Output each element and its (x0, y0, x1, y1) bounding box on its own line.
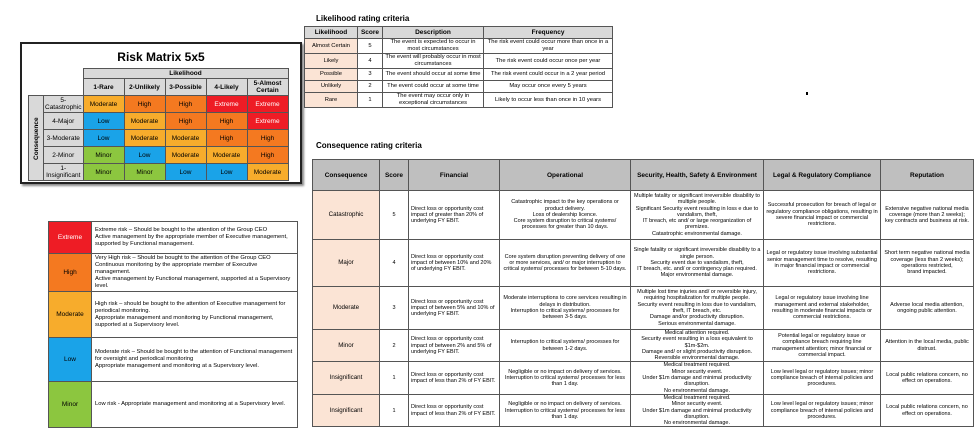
likelihood-score: 1 (358, 93, 383, 108)
legend-description: Low risk - Appropriate management and monitoring at a Supervisory level. (92, 382, 298, 428)
matrix-row (29, 130, 289, 147)
likelihood-name: Almost Certain (305, 39, 358, 54)
matrix-header-row (29, 69, 289, 79)
likelihood-axis-label: Likelihood (83, 69, 288, 79)
legend-row (49, 222, 298, 254)
likelihood-frequency: The risk event could occur more than once in a year (484, 39, 613, 54)
legend-row (49, 382, 298, 428)
likelihood-frequency: The risk event could occur once per year (484, 54, 613, 69)
consequence-row (313, 394, 974, 426)
likelihood-name: Possible (305, 69, 358, 81)
matrix-cell: Low (165, 164, 206, 181)
legend-description: Extreme risk – Should be bought to the attention of the Group CEO Active management by the appropriate member of Executive management, supported by Functional management. (92, 222, 298, 254)
likelihood-description: The event may occur only in exceptional circumstances (383, 93, 484, 108)
consequence-reputation: Local public relations concern, no effect on operations. (881, 362, 974, 394)
consequence-header: Consequence (313, 160, 380, 191)
consequence-name: Catastrophic (313, 191, 380, 240)
consequence-shse: Medical treatment required. Minor security event. Under $1m damage and minimal productivity disruption. No environmental damage. (631, 362, 764, 394)
consequence-score: 1 (380, 394, 409, 426)
consequence-legal: Legal or regulatory issue involving line management and external stakeholder, resulting in moderate financial impacts or commercial restrictions. (764, 287, 881, 330)
matrix-cell: High (247, 130, 288, 147)
matrix-cell: High (206, 113, 247, 130)
consequence-reputation: Extensive negative national media coverage (more than 2 weeks); key contracts and business at risk. (881, 191, 974, 240)
consequence-row (313, 330, 974, 362)
consequence-name: Insignificant (313, 362, 380, 394)
consequence-header: Reputation (881, 160, 974, 191)
consequence-row-label: 3-Moderate (44, 130, 84, 147)
likelihood-frequency: The risk event could occur in a 2 year period (484, 69, 613, 81)
matrix-cell: Minor (83, 164, 124, 181)
stray-mark (806, 92, 808, 95)
likelihood-header: Likelihood (305, 27, 358, 39)
consequence-score: 3 (380, 287, 409, 330)
matrix-cell: High (206, 130, 247, 147)
consequence-reputation: Adverse local media attention, ongoing public attention. (881, 287, 974, 330)
matrix-cell: Moderate (206, 147, 247, 164)
consequence-shse: Single fatality or significant irreversible disability to a single person. Security event due to vandalism, theft, IT breach, etc. and/ or contingency plan required. Major environmental damage. (631, 240, 764, 287)
consequence-operational: Interruption to critical systems/ processes for between 1-2 days. (500, 330, 631, 362)
likelihood-score: 5 (358, 39, 383, 54)
consequence-score: 1 (380, 362, 409, 394)
matrix-title: Risk Matrix 5x5 (117, 50, 205, 64)
consequence-table (312, 159, 974, 427)
likelihood-description: The event could occur at some time (383, 81, 484, 93)
consequence-operational: Moderate interruptions to core services resulting in delays in distribution. Interruption to critical systems/ processes for between 3-5 days. (500, 287, 631, 330)
consequence-shse: Multiple lost time injuries and/ or reversible injury, requiring hospitalization for multiple people. Security event resulting in loss due to vandalism, theft, IT breach, etc. Damage and/or productivity disruption. Serious environmental damage. (631, 287, 764, 330)
consequence-shse: Medical attention required. Security event resulting in a loss equivalent to $1m-$2m. Damage and/ or slight productivity disruption. Reversible environmental damage. (631, 330, 764, 362)
consequence-operational: Negligible or no impact on delivery of services. Interruption to critical systems/ processes for less than 1 day. (500, 362, 631, 394)
matrix-cell: Low (124, 147, 165, 164)
consequence-title: Consequence rating criteria (316, 141, 422, 150)
matrix-cell: Moderate (165, 130, 206, 147)
risk-legend-table (48, 221, 298, 428)
matrix-cell: High (165, 96, 206, 113)
matrix-cell: Moderate (165, 147, 206, 164)
consequence-operational: Core system disruption preventing delivery of one or more services, and/ or major interruption to critical systems/ processes for between 5-10 days. (500, 240, 631, 287)
likelihood-description: The event is expected to occur in most circumstances (383, 39, 484, 54)
consequence-financial: Direct loss or opportunity cost impact of greater than 20% of underlying FY EBIT. (409, 191, 500, 240)
likelihood-name: Rare (305, 93, 358, 108)
consequence-name: Insignificant (313, 394, 380, 426)
consequence-row (313, 287, 974, 330)
likelihood-row (305, 93, 613, 108)
matrix-cell: Moderate (83, 96, 124, 113)
consequence-score: 4 (380, 240, 409, 287)
matrix-cell: Minor (124, 164, 165, 181)
legend-row (49, 338, 298, 382)
likelihood-column-header: 4-Likely (206, 79, 247, 96)
consequence-operational: Catastrophic impact to the key operations or product delivery. Loss of dealership licence. Core system disruption to critical systems/ processes for greater than 10 days. (500, 191, 631, 240)
consequence-name: Minor (313, 330, 380, 362)
likelihood-name: Likely (305, 54, 358, 69)
legend-level-swatch: Moderate (49, 292, 92, 338)
matrix-row (29, 147, 289, 164)
legend-description: High risk – should be bought to the attention of Executive management for periodical monitoring. Appropriate management and monitoring by Functional management, supported at a Supervisory level. (92, 292, 298, 338)
likelihood-name: Unlikely (305, 81, 358, 93)
legend-level-swatch: Low (49, 338, 92, 382)
matrix-cell: Extreme (247, 96, 288, 113)
consequence-shse: Medical treatment required. Minor security event. Under $1m damage and minimal productivity disruption. No environmental damage. (631, 394, 764, 426)
consequence-score: 5 (380, 191, 409, 240)
legend-level-swatch: High (49, 254, 92, 292)
consequence-score: 2 (380, 330, 409, 362)
likelihood-description: The event will probably occur in most circumstances (383, 54, 484, 69)
consequence-legal: Potential legal or regulatory issue or compliance breach requiring line management attention; minor financial or commercial impact. (764, 330, 881, 362)
likelihood-table (304, 26, 613, 108)
likelihood-row (305, 69, 613, 81)
consequence-financial: Direct loss or opportunity cost impact of between 2% and 5% of underlying FY EBIT. (409, 330, 500, 362)
matrix-row (29, 96, 289, 113)
consequence-header: Financial (409, 160, 500, 191)
likelihood-frequency: Likely to occur less than once in 10 years (484, 93, 613, 108)
likelihood-score: 2 (358, 81, 383, 93)
likelihood-description: The event should occur at some time (383, 69, 484, 81)
consequence-header: Legal & Regulatory Compliance (764, 160, 881, 191)
matrix-cell: Moderate (124, 130, 165, 147)
consequence-legal: Legal or regulatory issue involving substantial senior management time to resolve, resulting in major financial impact or commercial restrictions. (764, 240, 881, 287)
matrix-cell: Low (83, 130, 124, 147)
legend-row (49, 254, 298, 292)
consequence-axis-label: Consequence (29, 96, 44, 181)
matrix-cell: Minor (83, 147, 124, 164)
consequence-legal: Low level legal or regulatory issues; minor compliance breach of internal policies and procedures. (764, 394, 881, 426)
likelihood-score: 3 (358, 69, 383, 81)
likelihood-header: Description (383, 27, 484, 39)
consequence-name: Moderate (313, 287, 380, 330)
legend-description: Very High risk – Should be bought to the attention of the Group CEO Continuous monitoring by the appropriate member of Executive management. Active management by Functional management, supported at a Supervisory level. (92, 254, 298, 292)
likelihood-column-header: 2-Unlikely (124, 79, 165, 96)
consequence-header: Score (380, 160, 409, 191)
consequence-reputation: Short term negative national media coverage (less than 2 weeks); operations restricted, brand impacted. (881, 240, 974, 287)
legend-row (49, 292, 298, 338)
consequence-header: Security, Health, Safety & Environment (631, 160, 764, 191)
likelihood-column-header: 1-Rare (83, 79, 124, 96)
consequence-row-label: 5-Catastrophic (45, 97, 82, 111)
consequence-financial: Direct loss or opportunity cost impact of less than 2% of FY EBIT. (409, 362, 500, 394)
likelihood-row (305, 54, 613, 69)
consequence-row-label: 4-Major (44, 113, 84, 130)
likelihood-frequency: May occur once every 5 years (484, 81, 613, 93)
likelihood-row (305, 39, 613, 54)
matrix-row (29, 164, 289, 181)
likelihood-row (305, 81, 613, 93)
consequence-header: Operational (500, 160, 631, 191)
matrix-cell: Low (83, 113, 124, 130)
risk-matrix-table (28, 68, 289, 181)
likelihood-score: 4 (358, 54, 383, 69)
consequence-financial: Direct loss or opportunity cost impact of between 10% and 20% of underlying FY EBIT. (409, 240, 500, 287)
matrix-cell: High (247, 147, 288, 164)
matrix-cell: Extreme (247, 113, 288, 130)
consequence-financial: Direct loss or opportunity cost impact of between 5% and 10% of underlying FY EBIT. (409, 287, 500, 330)
matrix-cell: High (165, 113, 206, 130)
consequence-name: Major (313, 240, 380, 287)
consequence-reputation: Attention in the local media, public distrust. (881, 330, 974, 362)
matrix-cell: Moderate (124, 113, 165, 130)
likelihood-title: Likelihood rating criteria (316, 14, 410, 23)
consequence-shse: Multiple fatality or significant irreversible disability to multiple people. Significant Security event resulting in loss e due to vandalism, theft, IT breach, etc and/ or large reorganization of premizes. Catastrophic environmental damage. (631, 191, 764, 240)
matrix-cell: Low (206, 164, 247, 181)
likelihood-header: Score (358, 27, 383, 39)
consequence-legal: Low level legal or regulatory issues; minor compliance breach of internal policies and procedures. (764, 362, 881, 394)
legend-description: Moderate risk – Should be bought to the attention of Functional management for oversight and periodical monitoring Appropriate management and monitoring at a Supervisory level. (92, 338, 298, 382)
consequence-financial: Direct loss or opportunity cost impact of less than 2% of FY EBIT. (409, 394, 500, 426)
likelihood-column-header: 5-Almost Certain (247, 79, 288, 96)
consequence-legal: Successful prosecution for breach of legal or regulatory compliance obligations, resulting in severe financial impact or commercial restrictions. (764, 191, 881, 240)
consequence-row (313, 191, 974, 240)
likelihood-header: Frequency (484, 27, 613, 39)
legend-level-swatch: Extreme (49, 222, 92, 254)
legend-level-swatch: Minor (49, 382, 92, 428)
consequence-row-label: 1-Insignificant (44, 164, 84, 181)
consequence-row-label: 2-Minor (44, 147, 84, 164)
matrix-cell: Extreme (206, 96, 247, 113)
risk-matrix-panel (20, 42, 302, 184)
matrix-cell: High (124, 96, 165, 113)
consequence-row (313, 362, 974, 394)
matrix-cell: Moderate (247, 164, 288, 181)
matrix-corner (29, 69, 84, 96)
matrix-row (29, 113, 289, 130)
consequence-reputation: Local public relations concern, no effect on operations. (881, 394, 974, 426)
likelihood-column-header: 3-Possible (165, 79, 206, 96)
consequence-operational: Negligible or no impact on delivery of services. Interruption to critical systems/ processes for less than 1 day. (500, 394, 631, 426)
consequence-row (313, 240, 974, 287)
